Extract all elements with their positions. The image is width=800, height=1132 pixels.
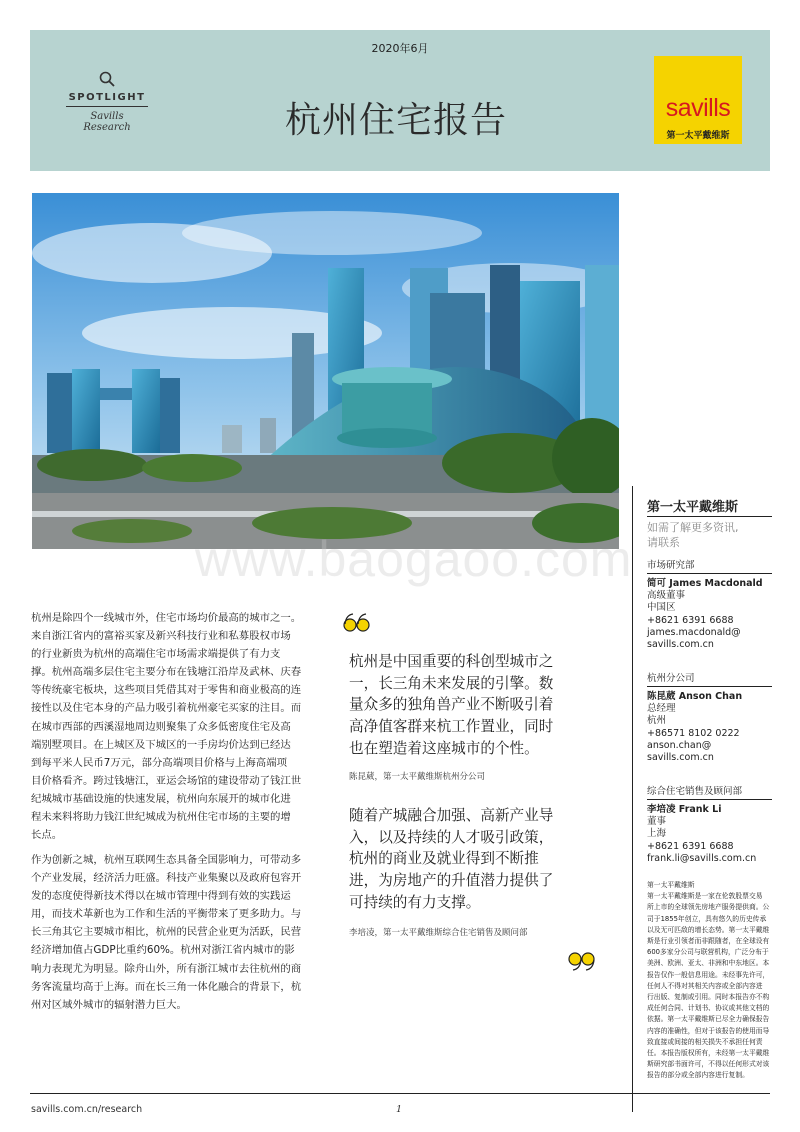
- text-line: 长三角其它主要城市相比，杭州的民营企业更为活跃，民营: [31, 926, 302, 939]
- contact-card-macdonald: [647, 578, 772, 651]
- search-icon: [98, 70, 116, 88]
- spotlight-subtitle: Savills Research: [83, 111, 131, 133]
- disclaimer-line: 依据。第一太平戴维斯已尽全力确保报告: [647, 1015, 770, 1024]
- text-line: 撑。杭州高端多层住宅主要分布在钱塘江沿岸及武林、庆春: [31, 666, 302, 679]
- text-line: 经济增加值占GDP比重约60%。杭州对浙江省内城市的影: [31, 944, 295, 957]
- quote-line: 一，长三角未来发展的引擎。数: [349, 674, 554, 692]
- contact-phone[interactable]: +8621 6391 6688: [647, 840, 734, 852]
- body-paragraph-1: [31, 609, 323, 844]
- header-band: [30, 30, 770, 171]
- spotlight-title: SPOTLIGHT: [66, 92, 148, 107]
- sidebar-rule: [647, 516, 772, 517]
- close-quote-icon: [567, 952, 597, 972]
- contact-name: 陈昆葳 Anson Chan: [647, 691, 743, 702]
- text-line: 目价格看齐。跨过钱塘江，亚运会场馆的建设带动了钱江世: [31, 774, 302, 787]
- sidebar-contact-note: [647, 520, 772, 550]
- body-paragraph-2: [31, 851, 323, 1014]
- text-line: 到每平米人民币7万元，部分高端项目价格与上海高端项: [31, 756, 287, 769]
- text-line: 接性以及住宅本身的产品力吸引着杭州豪宅买家的注目。而: [31, 702, 302, 715]
- disclaimer-line: 所上市的全球领先房地产服务提供商。公: [647, 903, 770, 912]
- disclaimer-line: 任。本报告版权所有，未经第一太平戴维: [647, 1049, 770, 1058]
- contact-region: 杭州: [647, 715, 667, 727]
- disclaimer-line: 斯研究部书面许可，不得以任何形式对该: [647, 1060, 770, 1069]
- text-line: 程未来料将助力钱江世纪城成为杭州住宅市场的主要的增: [31, 811, 291, 824]
- quote-line: 杭州的商业及就业得到不断推: [349, 850, 539, 868]
- contact-note-line: 请联系: [647, 536, 680, 549]
- contact-role: 总经理: [647, 703, 676, 715]
- disclaimer-line: 内容的准确性，但对于该报告的使用而导: [647, 1026, 770, 1035]
- sidebar-company: 第一太平戴维斯: [647, 500, 739, 515]
- contact-phone[interactable]: +8621 6391 6688: [647, 614, 734, 626]
- text-line: 发的态度使得新技术得以在城市管理中得到有效的实践运: [31, 890, 291, 903]
- contact-region: 上海: [647, 828, 667, 840]
- contact-email[interactable]: james.macdonald@: [647, 626, 741, 638]
- quote-attribution-1: 陈昆葳，第一太平戴维斯杭州分公司: [349, 772, 486, 782]
- disclaimer-line: 第一太平戴维斯是一家在伦敦股票交易: [647, 892, 763, 901]
- contact-role: 高级董事: [647, 590, 686, 602]
- disclaimer-line: 美洲、欧洲、亚太、非洲和中东地区。本: [647, 959, 770, 968]
- contact-email[interactable]: savills.com.cn: [647, 639, 714, 651]
- city-skyline-image: [32, 193, 619, 549]
- disclaimer-line: 第一太平戴维斯: [647, 881, 695, 889]
- company-disclaimer: [647, 880, 772, 1082]
- contact-name: 简可 James Macdonald: [647, 578, 763, 589]
- quote-line: 也在塑造着这座城市的个性。: [349, 739, 539, 757]
- quote-line: 入，以及持续的人才吸引政策，: [349, 828, 554, 846]
- disclaimer-line: 以及无可匹敌的增长态势。第一太平戴维: [647, 925, 770, 934]
- quote-line: 可持续的有力支撑。: [349, 893, 481, 911]
- text-line: 端别墅项目。在上城区及下城区的一手房均价达到已经达: [31, 738, 291, 751]
- pull-quote-1: [349, 651, 611, 760]
- quote-line: 随着产城融合加强、高新产业导: [349, 807, 554, 824]
- disclaimer-line: 报告仅作一般信息用途。未经事先许可，: [647, 970, 770, 979]
- disclaimer-line: 600多家分公司与联营机构，广泛分布于: [647, 948, 769, 957]
- report-date: 2020年6月: [371, 42, 429, 55]
- disclaimer-line: 致直接或间接的相关损失不承担任何责: [647, 1037, 763, 1046]
- contact-card-li: [647, 804, 772, 865]
- contact-email[interactable]: savills.com.cn: [647, 752, 714, 764]
- text-line: 杭州是除四个一线城市外，住宅市场均价最高的城市之一。: [31, 612, 302, 624]
- quote-line: 杭州是中国重要的科创型城市之: [349, 653, 554, 670]
- footer-url[interactable]: savills.com.cn/research: [31, 1104, 143, 1115]
- disclaimer-line: 司于1855年创立，具有悠久的历史传承: [647, 914, 767, 923]
- watermark: www.baogaoo.com: [195, 531, 633, 587]
- text-line: 务客流量均高于上海。而在长三角一体化融合的背景下，杭: [31, 980, 302, 993]
- footer-rule: [30, 1093, 770, 1094]
- text-line: 州对区域外城市的辐射潜力巨大。: [31, 998, 187, 1011]
- text-line: 用，而技术革新也为工作和生活的平衡带来了更多助力。与: [31, 908, 302, 921]
- spotlight-mark: [66, 70, 148, 133]
- text-line: 的行业新贵为杭州的高端住宅市场需求端提供了有力支: [31, 648, 281, 661]
- contact-phone[interactable]: +86571 8102 0222: [647, 727, 740, 739]
- logo-chinese-name: 第一太平戴维斯: [666, 131, 730, 141]
- contact-note-line: 如需了解更多资讯,: [647, 521, 739, 534]
- text-line: 等传统豪宅板块，这些项目凭借其对于零售和商业极高的连: [31, 684, 302, 697]
- page-number: 1: [396, 1104, 403, 1115]
- savills-logo: [654, 56, 742, 144]
- text-line: 长点。: [31, 829, 63, 842]
- disclaimer-line: 斯是行业引领者而非跟随者，在全球设有: [647, 937, 770, 946]
- quote-line: 量众多的独角兽产业不断吸引着: [349, 696, 554, 714]
- quote-attribution-2: 李培凌，第一太平戴维斯综合住宅销售及顾问部: [349, 928, 528, 938]
- contact-region: 中国区: [647, 602, 676, 614]
- text-line: 个产业发展，经济活力旺盛。科技产业集聚以及政府包容开: [31, 872, 302, 885]
- text-line: 作为创新之城，杭州互联网生态具备全国影响力，可带动多: [31, 854, 302, 866]
- dept-hangzhou: 杭州分公司: [647, 673, 695, 684]
- cover-photo: [32, 193, 619, 549]
- disclaimer-line: 任何人不得对其相关内容或全部内容进: [647, 981, 763, 990]
- disclaimer-line: 报告的部分或全部内容进行复制。: [647, 1071, 749, 1080]
- quote-line: 进，为房地产的升值潜力提供了: [349, 872, 554, 890]
- disclaimer-line: 成任何合同、计划书、协议或其他文档的: [647, 1004, 770, 1013]
- logo-wordmark: savills: [665, 94, 731, 122]
- contact-email[interactable]: anson.chan@: [647, 739, 712, 751]
- text-line: 纪城城市基础设施的快速发展，杭州向东展开的城市化进: [31, 792, 291, 805]
- contact-name: 李培凌 Frank Li: [647, 804, 722, 815]
- text-line: 来自浙江省内的富裕买家及新兴科技行业和私募股权市场: [31, 630, 291, 643]
- sidebar-rule: [647, 799, 772, 800]
- contact-card-chan: [647, 691, 772, 764]
- text-line: 响力表现尤为明显。除舟山外，所有浙江城市去往杭州的商: [31, 962, 302, 975]
- text-line: 在城市西部的西溪湿地周边则聚集了众多低密度住宅及高: [31, 720, 291, 733]
- sidebar-divider: [632, 486, 633, 1112]
- dept-research: 市场研究部: [647, 560, 695, 571]
- page-title: 杭州住宅报告: [285, 100, 508, 141]
- sidebar-rule: [647, 686, 772, 687]
- dept-residential: 综合住宅销售及顾问部: [647, 786, 743, 797]
- quote-line: 高净值客群来杭工作置业，同时: [349, 718, 554, 736]
- disclaimer-line: 行出版、复制或引用。同时本报告亦不构: [647, 993, 770, 1002]
- sidebar-rule: [647, 573, 772, 574]
- contact-email[interactable]: frank.li@savills.com.cn: [647, 852, 757, 864]
- open-quote-icon: [342, 612, 372, 632]
- pull-quote-2: [349, 805, 611, 914]
- contact-role: 董事: [647, 816, 667, 828]
